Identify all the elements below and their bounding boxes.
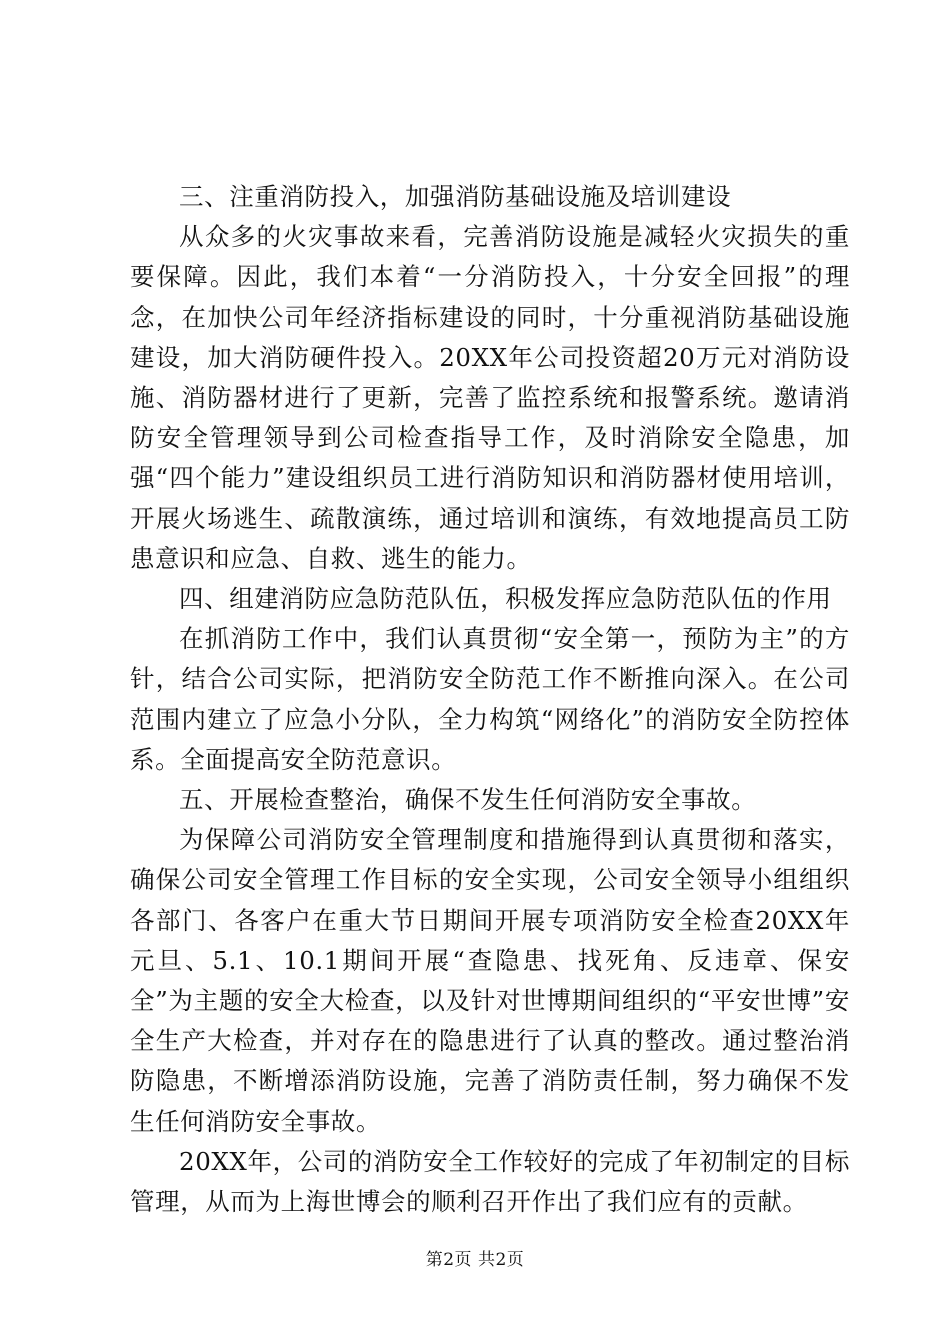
body-paragraph: 为保障公司消防安全管理制度和措施得到认真贯彻和落实，确保公司安全管理工作目标的安全实现，公司安全领导小组组织各部门、各客户在重大节日期间开展专项消防安全检查20XX年元旦、5.1、10.1期间开展“查隐患、找死角、反违章、保安全”为主题的安全大检查，以及针对世博期间组织的“平安世博”安全生产大检查，并对存在的隐患进行了认真的整改。通过整治消防隐患，不断增添消防设施，完善了消防责任制，努力确保不发生任何消防安全事故。	[130, 825, 850, 1136]
section-heading-5: 五、开展检查整治，确保不发生任何消防安全事故。	[179, 785, 757, 815]
closing-paragraph: 20XX年，公司的消防安全工作较好的完成了年初制定的目标管理，从而为上海世博会的顺利召开作出了我们应有的贡献。	[130, 1146, 850, 1217]
section-heading-4: 四、组建消防应急防范队伍，积极发挥应急防范队伍的作用	[179, 584, 832, 614]
page-number-footer: 第2页 共2页	[425, 1250, 525, 1270]
section-heading-3: 三、注重消防投入，加强消防基础设施及培训建设	[179, 182, 732, 211]
body-paragraph: 从众多的火灾事故来看，完善消防设施是减轻火灾损失的重要保障。因此，我们本着“一分消防投入，十分安全回报”的理念，在加快公司年经济指标建设的同时，十分重视消防基础设施建设，加大消防硬件投入。20XX年公司投资超20万元对消防设施、消防器材进行了更新，完善了监控系统和报警系统。邀请消防安全管理领导到公司检查指导工作，及时消除安全隐患，加强“四个能力”建设组织员工进行消防知识和消防器材使用培训，开展火场逃生、疏散演练，通过培训和演练，有效地提高员工防患意识和应急、自救、逃生的能力。	[130, 222, 850, 573]
document-body	[130, 177, 850, 1222]
body-paragraph: 在抓消防工作中，我们认真贯彻“安全第一，预防为主”的方针，结合公司实际，把消防安全防范工作不断推向深入。在公司范围内建立了应急小分队，全力构筑“网络化”的消防安全防控体系。全面提高安全防范意识。	[130, 624, 850, 774]
